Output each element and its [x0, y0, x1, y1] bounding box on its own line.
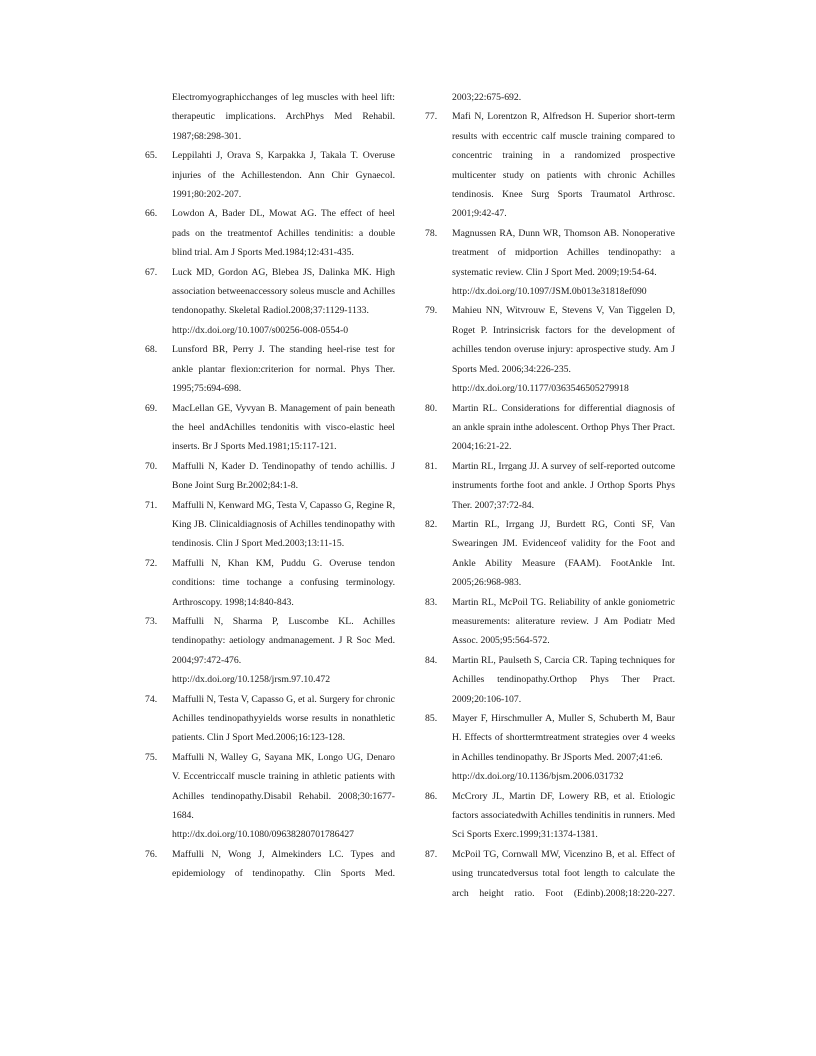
reference-body	[172, 399, 395, 457]
reference-text: Lowdon A, Bader DL, Mowat AG. The effect of heel pads on the treatmentof Achilles tendinitis: a double blind trial. Am J Sports Med.1984;12:431-435.	[172, 208, 395, 259]
reference-number: 86.	[425, 790, 438, 802]
reference-body	[452, 787, 675, 845]
reference-number: 72.	[145, 557, 158, 569]
references-column-right	[425, 88, 675, 903]
reference-text: Maffulli N, Sharma P, Luscombe KL. Achilles tendinopathy: aetiology andmanagement. J R Soc Med. 2004;97:472-476.	[172, 615, 395, 666]
reference-text: Luck MD, Gordon AG, Blebea JS, Dalinka MK. High association betweenaccessory soleus muscle and Achilles tendonopathy. Skeletal Radiol.2008;37:1129-1133.	[172, 266, 395, 317]
reference-text: MacLellan GE, Vyvyan B. Management of pain beneath the heel andAchilles tendonitis with visco-elastic heel inserts. Br J Sports Med.1981;15:117-121.	[172, 402, 395, 453]
reference-text: Mayer F, Hirschmuller A, Muller S, Schuberth M, Baur H. Effects of shorttermtreatment strategies over 4 weeks in Achilles tendinopathy. Br JSports Med. 2007;41:e6.	[452, 713, 675, 763]
reference-item	[145, 748, 395, 845]
reference-text: Maffulli N, Wong J, Almekinders LC. Types and epidemiology of tendinopathy. Clin Sports Med.	[172, 848, 395, 880]
reference-number: 73.	[145, 615, 158, 627]
reference-item	[145, 457, 395, 496]
reference-item	[425, 515, 675, 593]
reference-body	[452, 457, 675, 515]
reference-text: Martin RL, McPoil TG. Reliability of ankle goniometric measurements: aliterature review. J Am Podiatr Med Assoc. 2005;95:564-572.	[452, 596, 675, 647]
reference-item	[425, 399, 675, 457]
reference-doi-text: http://dx.doi.org/10.1097/JSM.0b013e31818ef090	[452, 286, 647, 298]
reference-item	[145, 146, 395, 204]
reference-item	[145, 612, 395, 690]
reference-text: 2003;22:675-692.	[452, 92, 522, 103]
reference-item	[145, 88, 395, 146]
reference-item	[425, 301, 675, 398]
reference-number: 71.	[145, 499, 158, 511]
reference-item	[425, 457, 675, 515]
reference-doi-text: http://dx.doi.org/10.1080/09638280701786427	[172, 829, 355, 841]
reference-body	[172, 263, 395, 341]
reference-doi-text: http://dx.doi.org/10.1177/0363546505279918	[452, 383, 629, 395]
reference-number: 80.	[425, 402, 438, 414]
reference-number: 68.	[145, 344, 158, 356]
reference-number: 83.	[425, 596, 438, 608]
reference-text: Maffulli N, Testa V, Capasso G, et al. Surgery for chronic Achilles tendinopathyyields worse results in nonathletic patients. Clin J Sport Med.2006;16:123-128.	[172, 693, 395, 744]
reference-item	[425, 787, 675, 845]
reference-item	[145, 263, 395, 341]
reference-text: Mafi N, Lorentzon R, Alfredson H. Superior short-term results with eccentric calf muscle training compared to concentric training in a randomized prospective multicenter study on patients with chronic Achilles tendinosis. Knee Surg Sports Traumatol Arthrosc. 2001;9:42-47.	[452, 111, 675, 220]
reference-doi-text: http://dx.doi.org/10.1258/jrsm.97.10.472	[172, 674, 331, 686]
reference-item	[145, 845, 395, 884]
references-column-left	[145, 88, 395, 903]
reference-body	[172, 554, 395, 612]
reference-item	[425, 709, 675, 787]
reference-text: Martin RL, Irrgang JJ, Burdett RG, Conti SF, Van Swearingen JM. Evidenceof validity for the Foot and Ankle Ability Measure (FAAM). FootAnkle Int. 2005;26:968-983.	[452, 518, 675, 589]
reference-text: Martin RL. Considerations for differential diagnosis of an ankle sprain inthe adolescent. Orthop Phys Ther Pract. 2004;16:21-22.	[452, 402, 675, 453]
reference-body	[172, 204, 395, 262]
reference-doi-text: http://dx.doi.org/10.1136/bjsm.2006.031732	[452, 771, 624, 783]
reference-text: Electromyographicchanges of leg muscles with heel lift: therapeutic implications. ArchPhys Med Rehabil. 1987;68:298-301.	[172, 92, 395, 142]
reference-body	[172, 748, 395, 845]
reference-number: 85.	[425, 713, 438, 724]
reference-item	[145, 204, 395, 262]
reference-number: 70.	[145, 460, 158, 472]
reference-text: Maffulli N, Khan KM, Puddu G. Overuse tendon conditions: time tochange a confusing terminology. Arthroscopy. 1998;14:840-843.	[172, 557, 395, 608]
reference-body	[452, 107, 675, 223]
reference-body	[172, 690, 395, 748]
reference-number: 69.	[145, 402, 158, 414]
reference-text: Mahieu NN, Witvrouw E, Stevens V, Van Tiggelen D, Roget P. Intrinsicrisk factors for the development of achilles tendon overuse injury: aprospective study. Am J Sports Med. 2006;34:226-235.	[452, 305, 675, 375]
reference-body	[172, 612, 395, 690]
reference-body	[452, 515, 675, 593]
reference-body	[452, 709, 675, 787]
reference-number: 87.	[425, 848, 438, 860]
reference-doi-text: http://dx.doi.org/10.1007/s00256-008-0554-0	[172, 324, 349, 336]
reference-body	[452, 593, 675, 651]
reference-number: 74.	[145, 693, 158, 705]
reference-text: Lunsford BR, Perry J. The standing heel-rise test for ankle plantar flexion:criterion for normal. Phys Ther. 1995;75:694-698.	[172, 344, 395, 395]
reference-number: 75.	[145, 751, 158, 763]
reference-body	[172, 457, 395, 496]
reference-item	[425, 224, 675, 302]
reference-text: Maffulli N, Kader D. Tendinopathy of tendo achillis. J Bone Joint Surg Br.2002;84:1-8.	[172, 460, 395, 492]
reference-body	[452, 845, 675, 903]
reference-item	[425, 651, 675, 709]
reference-body	[452, 399, 675, 457]
reference-item	[425, 107, 675, 223]
reference-number: 77.	[425, 111, 438, 123]
reference-number: 66.	[145, 208, 158, 220]
reference-item	[145, 399, 395, 457]
reference-text: McCrory JL, Martin DF, Lowery RB, et al. Etiologic factors associatedwith Achilles tendinitis in runners. Med Sci Sports Exerc.1999;31:1374-1381.	[452, 790, 675, 841]
reference-number: 67.	[145, 266, 158, 278]
reference-body	[172, 146, 395, 204]
reference-item	[145, 554, 395, 612]
reference-item	[425, 88, 675, 107]
reference-list	[145, 88, 675, 903]
reference-item	[425, 845, 675, 903]
reference-body	[452, 651, 675, 709]
reference-item	[145, 340, 395, 398]
reference-body	[172, 88, 395, 146]
reference-number: 79.	[425, 305, 438, 317]
reference-number: 78.	[425, 227, 438, 239]
reference-body	[172, 845, 395, 884]
reference-text: Leppilahti J, Orava S, Karpakka J, Takala T. Overuse injuries of the Achillestendon. Ann Chir Gynaecol. 1991;80:202-207.	[172, 150, 395, 201]
reference-body	[172, 496, 395, 554]
reference-text: Magnussen RA, Dunn WR, Thomson AB. Nonoperative treatment of midportion Achilles tendinopathy: a systematic review. Clin J Sport Med. 2009;19:54-64.	[452, 227, 675, 278]
reference-item	[425, 593, 675, 651]
reference-number: 82.	[425, 518, 438, 530]
reference-number: 65.	[145, 150, 158, 162]
reference-number: 76.	[145, 848, 158, 860]
reference-body	[452, 224, 675, 302]
reference-item	[145, 496, 395, 554]
reference-text: McPoil TG, Cornwall MW, Vicenzino B, et al. Effect of using truncatedversus total foot length to calculate the arch height ratio. Foot (Edinb).2008;18:220-227.	[452, 848, 675, 899]
reference-body	[452, 88, 675, 107]
reference-body	[452, 301, 675, 398]
reference-number: 81.	[425, 460, 438, 472]
reference-text: Martin RL, Paulseth S, Carcia CR. Taping techniques for Achilles tendinopathy.Orthop Phys Ther Pract. 2009;20:106-107.	[452, 654, 675, 705]
reference-body	[172, 340, 395, 398]
reference-number: 84.	[425, 654, 438, 666]
reference-text: Maffulli N, Walley G, Sayana MK, Longo UG, Denaro V. Eccentriccalf muscle training in athletic patients with Achilles tendinopathy.Disabil Rehabil. 2008;30:1677-1684.	[172, 751, 395, 822]
reference-text: Maffulli N, Kenward MG, Testa V, Capasso G, Regine R, King JB. Clinicaldiagnosis of Achilles tendinopathy with tendinosis. Clin J Sport Med.2003;13:11-15.	[172, 499, 396, 550]
reference-text: Martin RL, Irrgang JJ. A survey of self-reported outcome instruments forthe foot and ankle. J Orthop Sports Phys Ther. 2007;37:72-84.	[452, 460, 675, 511]
reference-item	[145, 690, 395, 748]
